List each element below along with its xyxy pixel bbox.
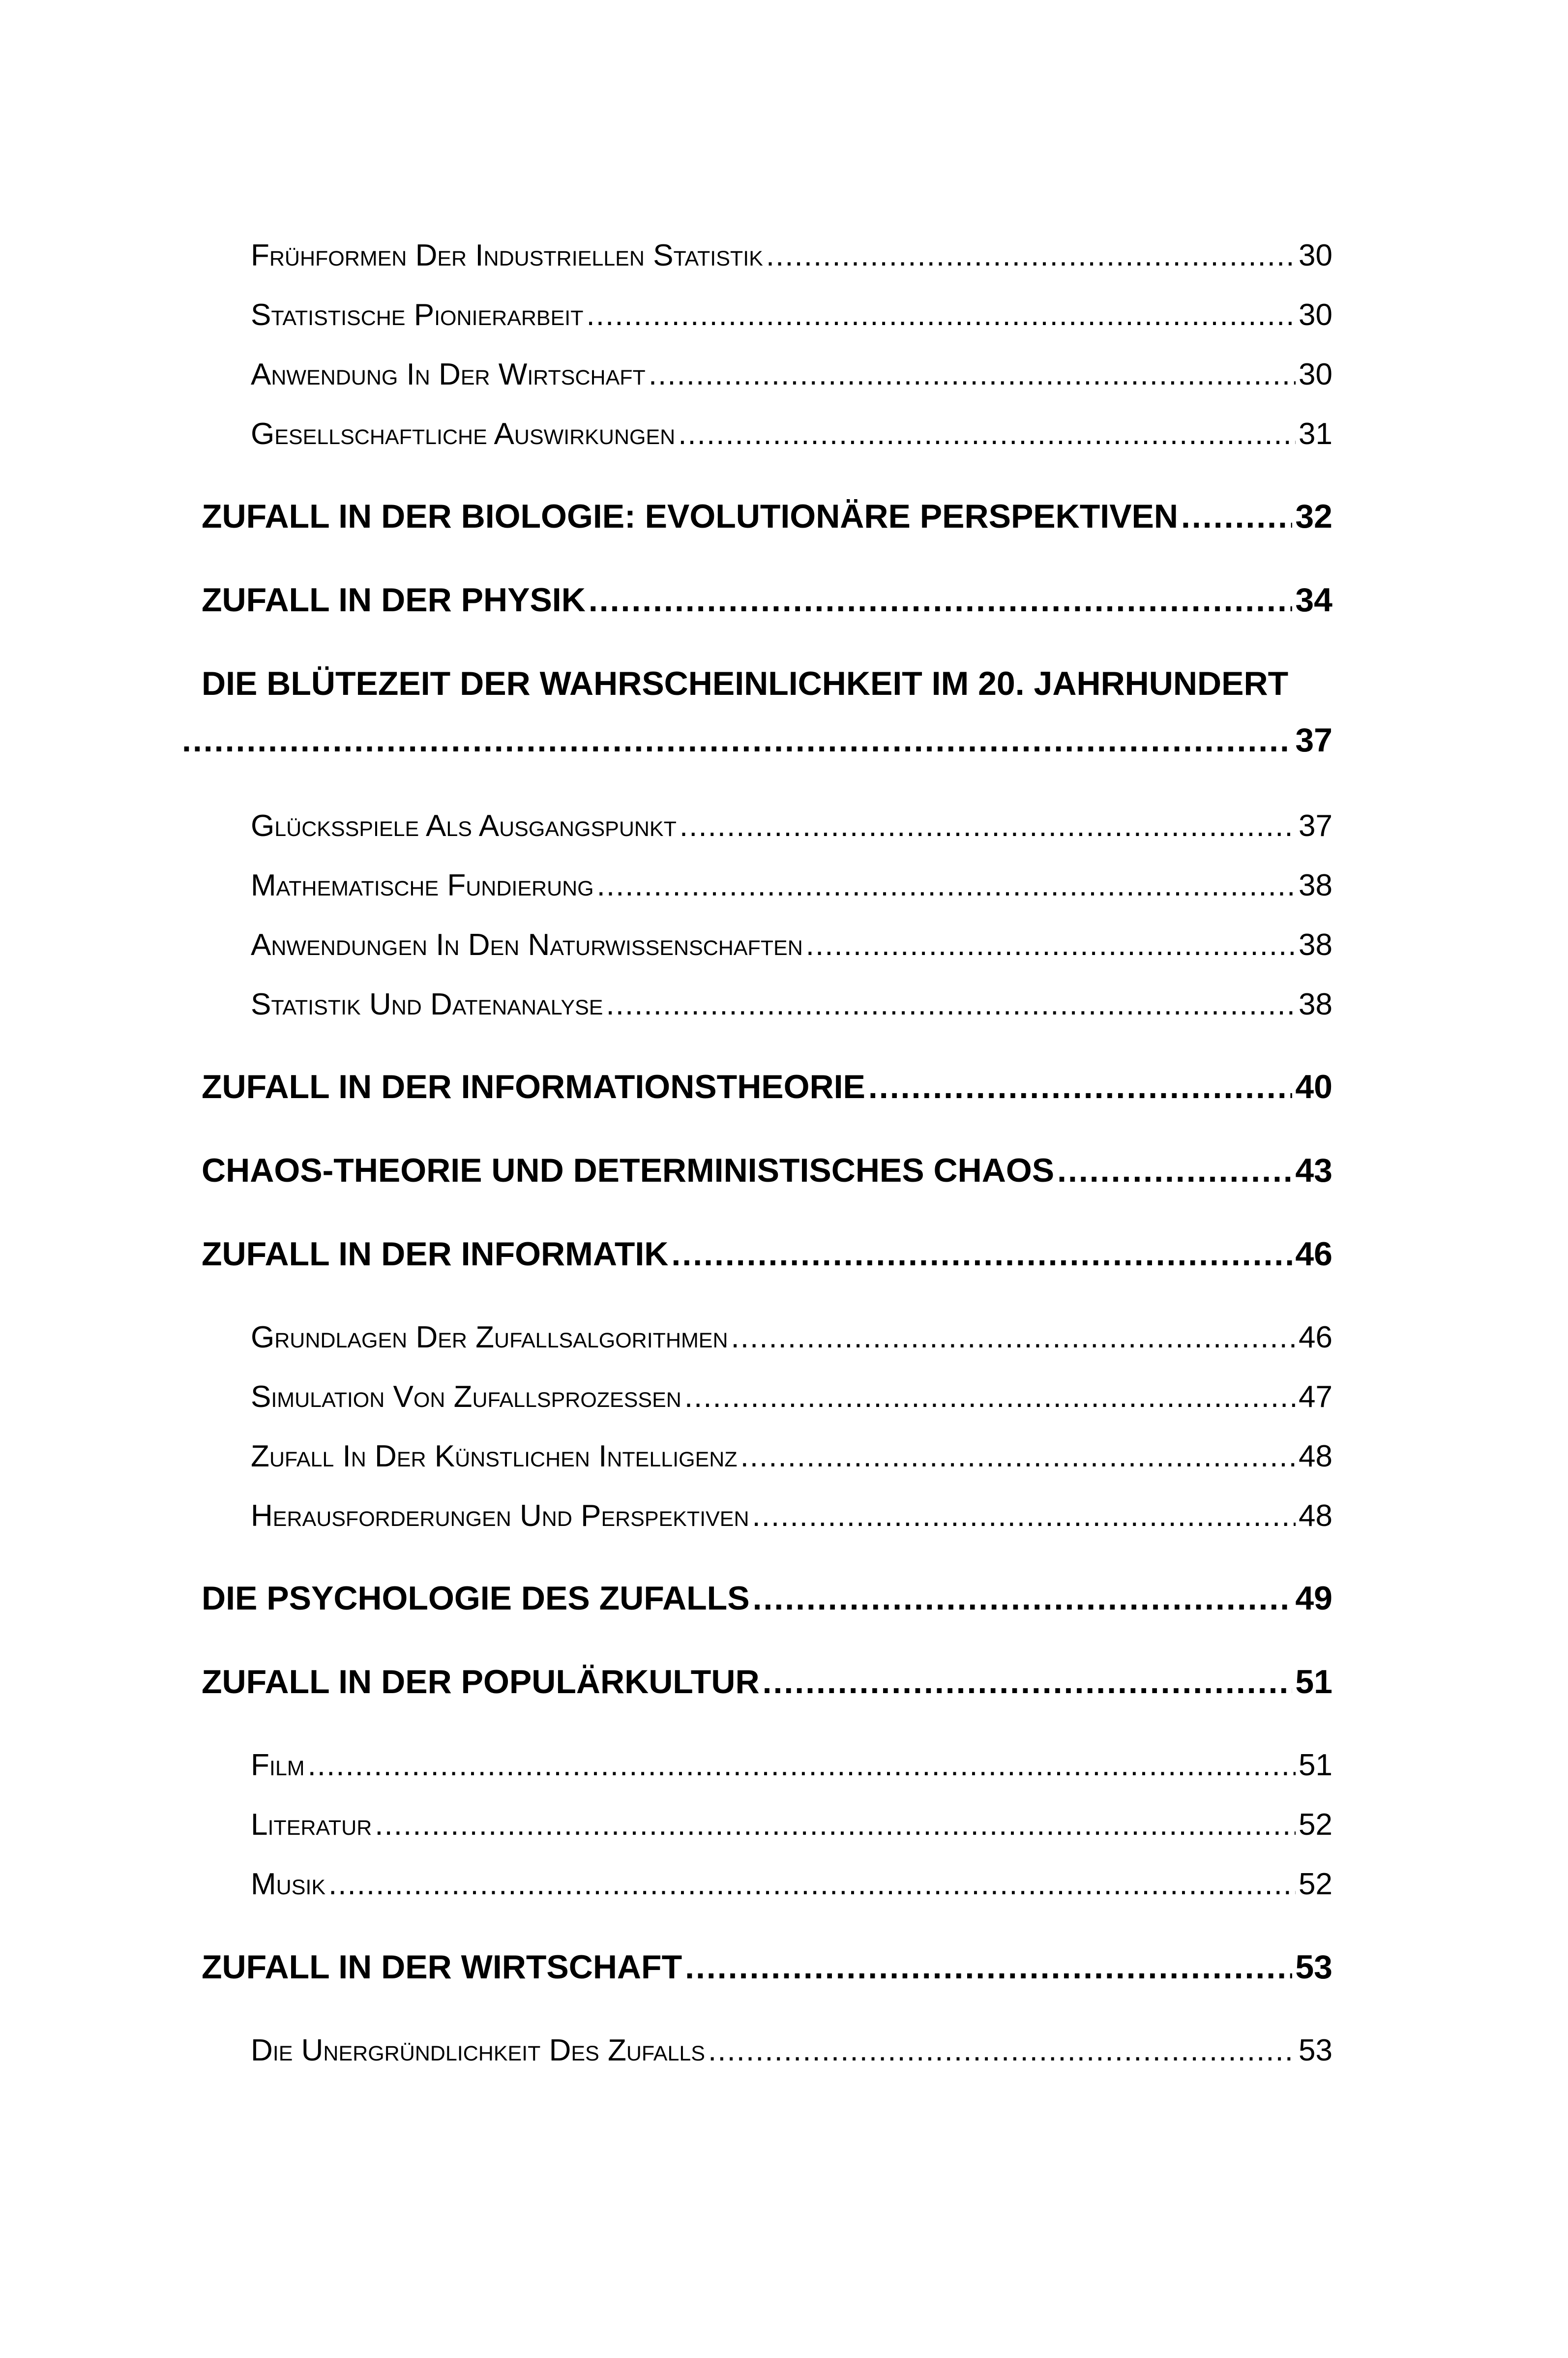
- toc-page-number: 38: [1299, 928, 1332, 962]
- toc-subentry[interactable]: [251, 415, 1332, 454]
- toc-page-number: 37: [1299, 809, 1332, 843]
- toc-subentry[interactable]: [251, 236, 1332, 275]
- toc-entry-title: Herausforderungen Und Perspektiven: [251, 1499, 749, 1533]
- toc-page-number: 48: [1299, 1499, 1332, 1533]
- toc-page-number: 53: [1299, 2033, 1332, 2067]
- dot-leader: [806, 925, 1296, 965]
- toc-page-number: 47: [1299, 1380, 1332, 1414]
- toc-entry-title: ZUFALL IN DER INFORMATIK: [202, 1235, 669, 1273]
- dot-leader: [763, 1660, 1293, 1704]
- toc-entry-title: Anwendung In Der Wirtschaft: [251, 358, 646, 391]
- toc-chapter-entry[interactable]: [202, 1148, 1332, 1193]
- toc-subentry[interactable]: [251, 1805, 1332, 1845]
- toc-chapter-entry[interactable]: [202, 494, 1332, 538]
- toc-entry-title: ZUFALL IN DER PHYSIK: [202, 581, 586, 619]
- dot-leader: [680, 806, 1296, 846]
- toc-subentry[interactable]: [251, 355, 1332, 394]
- toc-entry-title: Die Unergründlichkeit Des Zufalls: [251, 2033, 705, 2067]
- toc-page-number: 51: [1299, 1748, 1332, 1782]
- dot-leader: [684, 1377, 1296, 1417]
- toc-entry-title: Grundlagen Der Zufallsalgorithmen: [251, 1320, 728, 1354]
- dot-leader: [589, 578, 1293, 622]
- dot-leader: [752, 1496, 1296, 1536]
- toc-page-number: 46: [1299, 1320, 1332, 1354]
- toc-subentry[interactable]: [251, 806, 1332, 846]
- toc-entry-title: Zufall In Der Künstlichen Intelligenz: [251, 1439, 738, 1473]
- toc-page-number: 31: [1299, 417, 1332, 451]
- dot-leader: [597, 866, 1296, 905]
- toc-entry-title: Anwendungen In Den Naturwissenschaften: [251, 928, 803, 962]
- toc-page-number: 51: [1295, 1663, 1332, 1701]
- toc-chapter-entry[interactable]: [202, 1065, 1332, 1109]
- dot-leader: [678, 415, 1296, 454]
- toc-subentry[interactable]: [251, 1746, 1332, 1785]
- toc-entry-title: Glücksspiele Als Ausgangspunkt: [251, 809, 677, 843]
- dot-leader: [1057, 1148, 1292, 1193]
- dot-leader: [753, 1576, 1293, 1620]
- toc-page-number: 37: [1295, 721, 1332, 759]
- toc-subentry[interactable]: [251, 296, 1332, 335]
- toc-page-number: 49: [1295, 1580, 1332, 1617]
- toc-page-number: 52: [1299, 1867, 1332, 1901]
- toc-page-number: 52: [1299, 1808, 1332, 1842]
- toc-entry-title: Statistische Pionierarbeit: [251, 298, 584, 332]
- toc-subentry[interactable]: [251, 2031, 1332, 2070]
- toc-entry-title: Literatur: [251, 1808, 372, 1842]
- toc-page-number: 30: [1299, 358, 1332, 391]
- toc-subentry[interactable]: [251, 1437, 1332, 1476]
- dot-leader: [375, 1805, 1296, 1845]
- toc-page-number: 46: [1295, 1235, 1332, 1273]
- toc-page-number: 53: [1295, 1948, 1332, 1986]
- toc-chapter-entry[interactable]: [202, 1232, 1332, 1276]
- toc-chapter-entry[interactable]: [202, 1945, 1332, 1989]
- toc-entry-title: DIE PSYCHOLOGIE DES ZUFALLS: [202, 1580, 750, 1617]
- dot-leader: [606, 985, 1296, 1024]
- toc-page-number: 48: [1299, 1439, 1332, 1473]
- toc-page-number: 30: [1299, 239, 1332, 272]
- dot-leader: [1181, 494, 1292, 538]
- toc-entry-title: ZUFALL IN DER WIRTSCHAFT: [202, 1948, 682, 1986]
- toc-entry-title: Frühformen Der Industriellen Statistik: [251, 239, 763, 272]
- toc-page-number: 38: [1299, 868, 1332, 902]
- toc-subentry[interactable]: [251, 866, 1332, 905]
- dot-leader: [685, 1945, 1292, 1989]
- toc-subentry[interactable]: [251, 1318, 1332, 1357]
- dot-leader: [587, 296, 1296, 335]
- toc-chapter-entry[interactable]: [202, 1576, 1332, 1620]
- dot-leader: [740, 1437, 1296, 1476]
- dot-leader: [308, 1746, 1296, 1785]
- toc-entry-title: Mathematische Fundierung: [251, 868, 594, 902]
- dot-leader: [182, 718, 1292, 762]
- toc-subentry[interactable]: [251, 1865, 1332, 1904]
- toc-subentry[interactable]: [251, 1377, 1332, 1417]
- toc-page-number: 32: [1295, 498, 1332, 535]
- toc-subentry[interactable]: [251, 925, 1332, 965]
- dot-leader: [671, 1232, 1292, 1276]
- toc-page-number: 40: [1295, 1068, 1332, 1105]
- toc-chapter-entry[interactable]: [202, 578, 1332, 622]
- toc-entry-title: ZUFALL IN DER POPULÄRKULTUR: [202, 1663, 760, 1701]
- toc-page-number: 43: [1295, 1152, 1332, 1189]
- toc-page-number: 30: [1299, 298, 1332, 332]
- toc-entry-title: Simulation Von Zufallsprozessen: [251, 1380, 681, 1414]
- dot-leader: [708, 2031, 1296, 2070]
- toc-chapter-entry[interactable]: [202, 1660, 1332, 1704]
- toc-chapter-entry-continuation[interactable]: [182, 718, 1332, 762]
- toc-page-number: 38: [1299, 987, 1332, 1021]
- dot-leader: [328, 1865, 1296, 1904]
- toc-entry-title: Musik: [251, 1867, 326, 1901]
- toc-page-number: 34: [1295, 581, 1332, 619]
- toc-entry-title: ZUFALL IN DER BIOLOGIE: EVOLUTIONÄRE PERSPEKTIVEN: [202, 498, 1179, 535]
- toc-subentry[interactable]: [251, 1496, 1332, 1536]
- toc-chapter-entry-title[interactable]: DIE BLÜTEZEIT DER WAHRSCHEINLICHKEIT IM 20. JAHRHUNDERT: [202, 665, 1289, 702]
- toc-entry-title: ZUFALL IN DER INFORMATIONSTHEORIE: [202, 1068, 865, 1105]
- toc-entry-title: CHAOS-THEORIE UND DETERMINISTISCHES CHAOS: [202, 1152, 1055, 1189]
- toc-entry-title: Gesellschaftliche Auswirkungen: [251, 417, 676, 451]
- toc-entry-title: Film: [251, 1748, 305, 1782]
- dot-leader: [868, 1065, 1292, 1109]
- toc-entry-title: Statistik Und Datenanalyse: [251, 987, 603, 1021]
- dot-leader: [649, 355, 1296, 394]
- dot-leader: [731, 1318, 1296, 1357]
- dot-leader: [766, 236, 1296, 275]
- toc-subentry[interactable]: [251, 985, 1332, 1024]
